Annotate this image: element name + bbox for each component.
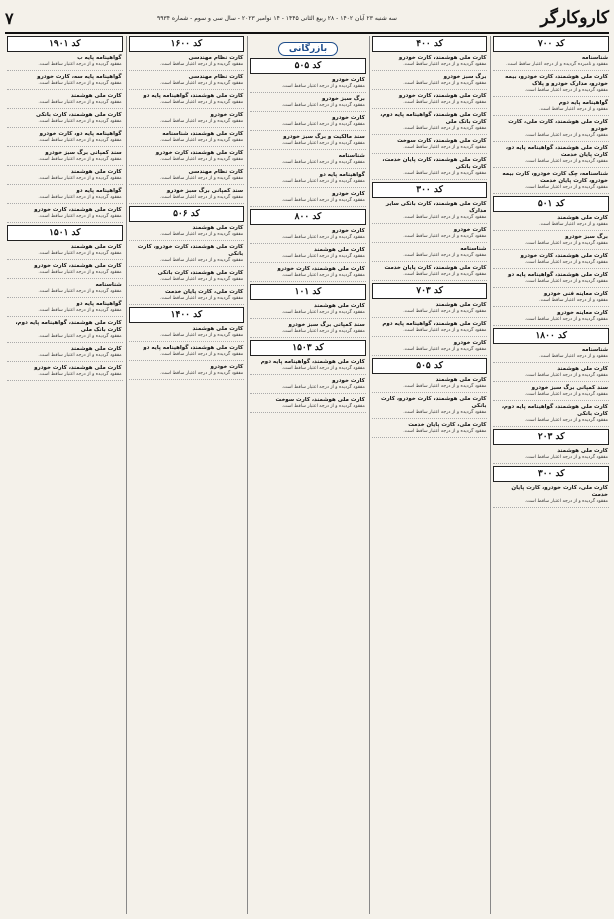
ad-body: مفقود گردیده و از درجه اعتبار ساقط است. — [160, 176, 244, 181]
column-4 — [126, 36, 245, 914]
ad-title: گواهینامه پایه دو — [319, 172, 365, 178]
classified-ad — [129, 73, 245, 90]
classified-ad — [129, 288, 245, 305]
ad-body: مفقود گردیده و از درجه اعتبار ساقط است. — [160, 81, 244, 86]
ad-body: مفقود و از درجه اعتبار ساقط است. — [539, 107, 608, 112]
ad-title: کارت نظام مهندسی — [188, 169, 244, 175]
ad-body: مفقود گردیده و از درجه اعتبار ساقط است. — [403, 62, 487, 67]
ad-title: کارت ملی هوشمند — [70, 346, 122, 352]
code-section-header: کد ۴۰۰ — [372, 36, 488, 52]
ad-title: کارت نظام مهندسی — [188, 55, 244, 61]
ad-title: کارت ملی هوشمند — [70, 93, 122, 99]
ad-body: مفقود گردیده و از درجه اعتبار ساقط است. — [38, 334, 122, 339]
ad-body: مفقود گردیده و از درجه اعتبار ساقط است. — [38, 251, 122, 256]
newspaper-logo: کاروکارگر — [540, 8, 609, 28]
classified-ad — [372, 137, 488, 154]
ad-body: مفقود گردیده و از درجه اعتبار ساقط است. — [160, 119, 244, 124]
ad-body: مفقود گردیده و از درجه اعتبار ساقط است. — [160, 62, 244, 67]
ad-title: کارت ملی هوشمند، گواهینامه پایه دوم — [260, 359, 365, 365]
ad-title: کارت ملی هوشمند، کارت خودرو، بیمه خودرو، مدارک خودرو و پلاک — [505, 74, 608, 87]
ad-body: مفقود گردیده و از درجه اعتبار ساقط است. — [524, 88, 608, 93]
code-section-header: کد ۱۴۰۰ — [129, 307, 245, 323]
ad-body: مفقود گردیده و از درجه اعتبار ساقط است. — [403, 347, 487, 352]
classified-ad — [372, 376, 488, 393]
classified-ad — [372, 200, 488, 224]
ad-title: کارت نظام مهندسی — [188, 74, 244, 80]
section-badge: بازرگانی — [278, 42, 338, 56]
classified-ad — [7, 130, 123, 147]
classified-ad — [129, 243, 245, 267]
ad-body: مفقود گردیده و از درجه اعتبار ساقط است. — [403, 384, 487, 389]
classified-ad — [372, 264, 488, 281]
code-section-header: کد ۱۰۱ — [250, 284, 366, 300]
ad-title: سند کمپانی برگ سبز خودرو — [288, 322, 365, 328]
classified-ad — [7, 92, 123, 109]
classified-ad — [372, 73, 488, 90]
ad-columns — [5, 36, 609, 914]
classified-ad — [493, 290, 609, 307]
ad-title: کارت ملی هوشمند، کارت خودرو — [277, 266, 365, 272]
ad-body: مفقود گردیده و از درجه اعتبار ساقط است. — [524, 499, 608, 504]
classified-ad — [129, 168, 245, 185]
ad-body: مفقود گردیده و از درجه اعتبار ساقط است. — [38, 372, 122, 377]
ad-title: کارت ملی هوشمند، کارت پایان خدمت — [384, 265, 487, 271]
ad-title: برگ سبز خودرو — [321, 96, 365, 102]
ad-title: سند مالکیت و برگ سبز خودرو — [283, 134, 365, 140]
ad-title: کارت ملی هوشمند — [435, 302, 487, 308]
ad-body: مفقود گردیده و از درجه اعتبار ساقط است. — [403, 253, 487, 258]
ad-title: کارت ملی هوشمند، کارت خودرو — [398, 93, 487, 99]
classified-ad — [129, 363, 245, 380]
code-section-header: کد ۱۶۰۰ — [129, 36, 245, 52]
classified-ad — [7, 168, 123, 185]
classified-ad — [250, 227, 366, 244]
ad-title: گواهینامه پایه دو، کارت خودرو — [39, 131, 122, 137]
ad-title: کارت ملی هوشمند، کارت ملی، کارت خودرو — [508, 119, 608, 132]
classified-ad — [7, 187, 123, 204]
ad-title: کارت ملی هوشمند — [435, 377, 487, 383]
ad-body: مفقود گردیده و از درجه اعتبار ساقط است. — [38, 157, 122, 162]
ad-body: مفقود گردیده و از درجه اعتبار ساقط است. — [403, 309, 487, 314]
ad-body: مفقود گردیده و از درجه اعتبار ساقط است. — [281, 310, 365, 315]
ad-title: گواهینامه پایه دو — [76, 301, 122, 307]
classified-ad — [7, 54, 123, 71]
classified-ad — [493, 271, 609, 288]
ad-title: شناسنامه — [581, 55, 608, 61]
ad-body: مفقود گردیده و از درجه اعتبار ساقط است. — [160, 333, 244, 338]
ad-title: سند کمپانی برگ سبز خودرو — [45, 150, 122, 156]
classified-ad — [7, 364, 123, 381]
ad-title: کارت خودرو — [332, 378, 365, 384]
ad-title: کارت ملی هوشمند، کارت خودرو — [34, 365, 122, 371]
ad-title: شناسنامه — [338, 153, 365, 159]
code-section-header: کد ۸۰۰ — [250, 209, 366, 225]
ad-body: مفقود گردیده و از درجه اعتبار ساقط است. — [524, 133, 608, 138]
ad-body: مفقود گردیده و از درجه اعتبار ساقط است. — [403, 328, 487, 333]
ad-title: کارت ملی هوشمند، کارت خودرو — [155, 150, 244, 156]
ad-body: مفقود گردیده و از درجه اعتبار ساقط است. — [160, 371, 244, 376]
ad-body: مفقود گردیده و از درجه اعتبار ساقط است. — [160, 157, 244, 162]
code-section-header: کد ۲۰۳ — [493, 429, 609, 445]
code-section-header: کد ۱۵۰۳ — [250, 340, 366, 356]
classified-ad — [372, 421, 488, 438]
column-1 — [490, 36, 609, 914]
classified-ad — [7, 319, 123, 343]
ad-title: کارت ملی هوشمند، کارت سوخت — [275, 397, 365, 403]
ad-title: کارت معاینه خودرو — [557, 310, 608, 316]
section-badge-wrap — [250, 36, 366, 56]
classified-ad — [372, 395, 488, 419]
classified-ad — [7, 281, 123, 298]
ad-body: مفقود گردیده و از درجه اعتبار ساقط است. — [281, 404, 365, 409]
ad-title: کارت ملی هوشمند، کارت پایان خدمت، کارت بانکی — [382, 157, 487, 170]
ad-title: کارت ملی هوشمند، کارت بانکی — [36, 112, 122, 118]
classified-ad — [250, 152, 366, 169]
ad-body: مفقود گردیده و از درجه اعتبار ساقط است. — [38, 81, 122, 86]
code-section-header: کد ۵۰۶ — [129, 206, 245, 222]
ad-body: مفقود گردیده و از درجه اعتبار ساقط است. — [160, 352, 244, 357]
classified-ad — [7, 149, 123, 166]
ad-title: کارت ملی هوشمند، کارت خودرو — [34, 207, 122, 213]
ad-title: کارت خودرو — [453, 340, 487, 346]
classified-ad — [493, 384, 609, 401]
ad-body: مفقود گردیده و از درجه اعتبار ساقط است. — [38, 289, 122, 294]
ad-body: مفقود گردیده و از درجه اعتبار ساقط است. — [403, 126, 487, 131]
ad-body: مفقود گردیده و از درجه اعتبار ساقط است. — [160, 277, 244, 282]
classified-ad — [7, 73, 123, 90]
ad-body: مفقود گردیده و از درجه اعتبار ساقط است. — [281, 198, 365, 203]
classified-ad — [493, 447, 609, 464]
classified-ad — [250, 190, 366, 207]
classified-ad — [7, 111, 123, 128]
ad-title: کارت خودرو — [453, 227, 487, 233]
ad-body: مفقود گردیده و از درجه اعتبار ساقط است. — [38, 214, 122, 219]
ad-title: کارت خودرو — [332, 228, 365, 234]
ad-body: مفقود گردیده و از درجه اعتبار ساقط است. — [160, 195, 244, 200]
ad-body: مفقود گردیده و از درجه اعتبار ساقط است. — [524, 418, 608, 423]
ad-title: شناسنامه — [95, 282, 122, 288]
ad-title: کارت ملی هوشمند، شناسنامه — [162, 131, 244, 137]
classified-ad — [250, 302, 366, 319]
classified-ad — [372, 156, 488, 180]
ad-title: کارت ملی هوشمند، گواهینامه پایه دوم، کارت بانک ملی — [15, 320, 122, 333]
classified-ad — [493, 144, 609, 168]
classified-ad — [250, 321, 366, 338]
ad-title: کارت ملی، کارت خودرو، کارت پایان خدمت — [511, 485, 608, 498]
ad-title: کارت ملی هوشمند — [314, 247, 365, 253]
classified-ad — [372, 111, 488, 135]
ad-title: کارت ملی هوشمند، گواهینامه پایه دوم، کارت بانک ملی — [380, 112, 487, 125]
ad-title: کارت ملی هوشمند، کارت خودرو، کارت بانکی — [137, 244, 244, 257]
ad-title: کارت ملی هوشمند — [557, 448, 608, 454]
code-section-header: کد ۳۰۰ — [372, 182, 488, 198]
classified-ad — [129, 130, 245, 147]
ad-title: برگ سبز خودرو — [565, 234, 608, 240]
ad-title: کارت خودرو — [210, 364, 244, 370]
ad-body: مفقود گردیده و از درجه اعتبار ساقط است. — [281, 141, 365, 146]
issue-date-line: سه شنبه ۲۳ آبان ۱۴۰۲ - ۲۸ ربیع الثانی ۱۴۴۵ - ۱۴ نوامبر ۲۰۲۳ - سال سی و سوم - شماره ۹۹۳۴ — [157, 14, 397, 22]
classified-ad — [250, 377, 366, 394]
ad-body: مفقود گردیده و از درجه اعتبار ساقط است. — [524, 392, 608, 397]
code-section-header: کد ۱۸۰۰ — [493, 328, 609, 344]
ad-body: مفقود گردیده و از درجه اعتبار ساقط است. — [524, 317, 608, 322]
ad-title: گواهینامه پایه سه، کارت خودرو — [37, 74, 122, 80]
ad-body: مفقود گردیده و از درجه اعتبار ساقط است. — [403, 100, 487, 105]
ad-body: مفقود و از درجه اعتبار ساقط است. — [539, 298, 608, 303]
classified-ad — [493, 309, 609, 326]
ad-body: مفقود گردیده و از درجه اعتبار ساقط است. — [38, 195, 122, 200]
classified-ad — [493, 170, 609, 194]
classified-ad — [129, 269, 245, 286]
classified-ad — [250, 246, 366, 263]
column-3 — [247, 36, 366, 914]
ad-body: مفقود گردیده و از درجه اعتبار ساقط است. — [160, 258, 244, 263]
ad-body: مفقود گردیده و از درجه اعتبار ساقط است. — [38, 100, 122, 105]
ad-title: کارت ملی، کارت پایان خدمت — [165, 289, 244, 295]
ad-title: کارت خودرو — [332, 77, 365, 83]
ad-body: مفقود گردیده و از درجه اعتبار ساقط است. — [403, 145, 487, 150]
ad-body: مفقود گردیده و از درجه اعتبار ساقط است. — [524, 241, 608, 246]
ad-body: مفقود گردیده و از درجه اعتبار ساقط است. — [524, 185, 608, 190]
classified-ad — [129, 111, 245, 128]
classified-ad — [372, 245, 488, 262]
ad-body: مفقود گردیده و از درجه اعتبار ساقط است. — [160, 232, 244, 237]
ad-body: مفقود گردیده و از درجه اعتبار ساقط است. — [403, 215, 487, 220]
classified-ad — [372, 226, 488, 243]
ad-title: کارت ملی هوشمند، گواهینامه پایه دو، کارت پایان خدمت — [505, 145, 608, 158]
ad-body: مفقود گردیده و از درجه اعتبار ساقط است. — [524, 373, 608, 378]
ad-title: برگ سبز خودرو — [443, 74, 487, 80]
ad-body: مفقود گردیده و از درجه اعتبار ساقط است. — [281, 385, 365, 390]
ad-title: کارت ملی هوشمند — [192, 326, 244, 332]
classified-ad — [493, 252, 609, 269]
classified-ad — [493, 214, 609, 231]
ad-title: کارت ملی هوشمند — [557, 215, 608, 221]
classified-ad — [493, 54, 609, 71]
classified-ad — [129, 325, 245, 342]
classified-ad — [129, 92, 245, 109]
ad-title: کارت ملی هوشمند — [192, 225, 244, 231]
ad-title: کارت ملی هوشمند، کارت سوخت — [397, 138, 487, 144]
code-section-header: کد ۱۵۰۱ — [7, 225, 123, 241]
ad-body: مفقود گردیده و از درجه اعتبار ساقط است. — [403, 410, 487, 415]
classified-ad — [250, 133, 366, 150]
ad-title: کارت ملی هوشمند، گواهینامه پایه دو — [143, 93, 244, 99]
ad-body: مفقود گردیده و از درجه اعتبار ساقط است. — [281, 103, 365, 108]
classified-ad — [7, 206, 123, 223]
classified-ad — [493, 484, 609, 508]
column-2 — [369, 36, 488, 914]
code-section-header: کد ۷۰۳ — [372, 283, 488, 299]
classified-ad — [493, 99, 609, 116]
classified-ad — [493, 346, 609, 363]
masthead — [5, 4, 609, 34]
classified-ad — [250, 358, 366, 375]
page-number: ۷ — [5, 8, 14, 28]
classified-ad — [129, 187, 245, 204]
classified-ad — [7, 300, 123, 317]
ad-body: مفقود گردیده و از درجه اعتبار ساقط است. — [281, 366, 365, 371]
ad-title: سند کمپانی برگ سبز خودرو — [531, 385, 608, 391]
ad-body: مفقود گردیده و از درجه اعتبار ساقط است. — [38, 308, 122, 313]
ad-title: کارت ملی هوشمند، کارت بانکی سایر مدارک — [385, 201, 487, 214]
classified-ad — [372, 54, 488, 71]
classified-ad — [250, 171, 366, 188]
ad-body: مفقود گردیده و از درجه اعتبار ساقط است. — [281, 122, 365, 127]
classified-ad — [372, 92, 488, 109]
ad-title: گواهینامه پایه ب — [77, 55, 122, 61]
code-section-header: کد ۵۰۵ — [250, 58, 366, 74]
ad-body: مفقود گردیده و از درجه اعتبار ساقط است. — [281, 329, 365, 334]
ad-body: مفقود گردیده و از درجه اعتبار ساقط است. — [38, 176, 122, 181]
classified-ad — [372, 320, 488, 337]
classified-ad — [250, 95, 366, 112]
ad-title: کارت ملی هوشمند، کارت خودرو، کارت بانکی — [380, 396, 487, 409]
ad-title: کارت ملی هوشمند — [70, 169, 122, 175]
classified-ad — [493, 403, 609, 427]
classified-ad — [7, 345, 123, 362]
classified-ad — [250, 76, 366, 93]
ad-title: کارت ملی هوشمند، کارت بانکی — [157, 270, 244, 276]
code-section-header: کد ۳۰۰ — [493, 466, 609, 482]
ad-title: کارت ملی هوشمند، کارت خودرو — [398, 55, 487, 61]
ad-title: کارت ملی هوشمند، گواهینامه پایه دو — [143, 345, 244, 351]
ad-body: مفقود گردیده و از درجه اعتبار ساقط است. — [38, 270, 122, 275]
ad-title: کارت ملی هوشمند، کارت خودرو — [34, 263, 122, 269]
classified-ad — [493, 73, 609, 97]
ad-title: شناسنامه، چک کارت خودرو، کارت بیمه خودرو، کارت پایان خدمت — [502, 171, 608, 184]
ad-body: مفقود گردیده و از درجه اعتبار ساقط است. — [281, 235, 365, 240]
code-section-header: کد ۷۰۰ — [493, 36, 609, 52]
classified-ad — [129, 149, 245, 166]
ad-body: مفقود گردیده و از درجه اعتبار ساقط است. — [524, 279, 608, 284]
ad-title: کارت معاینه فنی خودرو — [543, 291, 608, 297]
classified-ad — [129, 224, 245, 241]
ad-title: سند کمپانی برگ سبز خودرو — [166, 188, 244, 194]
code-section-header: کد ۱۹۰۱ — [7, 36, 123, 52]
ad-title: کارت ملی، کارت پایان خدمت — [408, 422, 487, 428]
ad-title: کارت ملی هوشمند، گواهینامه پایه دوم — [382, 321, 487, 327]
ad-title: کارت خودرو — [332, 191, 365, 197]
ad-body: مفقود گردیده و از درجه اعتبار ساقط است. — [281, 179, 365, 184]
ad-title: گواهینامه پایه دوم — [558, 100, 608, 106]
classified-ad — [250, 114, 366, 131]
ad-title: کارت خودرو — [210, 112, 244, 118]
ad-body: مفقود گردیده و از درجه اعتبار ساقط است. — [38, 138, 122, 143]
classified-ad — [493, 233, 609, 250]
ad-body: مفقود گردیده و از درجه اعتبار ساقط است. — [403, 234, 487, 239]
classified-ad — [493, 118, 609, 142]
ad-body: مفقود گردیده و از درجه اعتبار ساقط است. — [524, 455, 608, 460]
ad-title: کارت ملی هوشمند، کارت خودرو — [520, 253, 608, 259]
ad-body: مفقود و از درجه اعتبار ساقط است. — [539, 354, 608, 359]
classified-ad — [250, 265, 366, 282]
ad-title: کارت ملی هوشمند — [557, 366, 608, 372]
ad-body: مفقود گردیده و از درجه اعتبار ساقط است. — [403, 171, 487, 176]
ad-title: کارت ملی هوشمند، گواهینامه پایه دو — [507, 272, 608, 278]
ad-body: مفقود و نامبرده گردیده و از درجه اعتبار ساقط است. — [506, 62, 608, 67]
classified-ad — [372, 339, 488, 356]
ad-title: گواهینامه پایه دو — [76, 188, 122, 194]
ad-title: کارت ملی هوشمند، گواهینامه پایه دوم، کارت بانکی — [501, 404, 608, 417]
ad-title: شناسنامه — [460, 246, 487, 252]
classified-ad — [7, 243, 123, 260]
ad-body: مفقود گردیده و از درجه اعتبار ساقط است. — [160, 100, 244, 105]
code-section-header: کد ۵۰۵ — [372, 358, 488, 374]
ad-body: مفقود گردیده و از درجه اعتبار ساقط است. — [403, 272, 487, 277]
ad-body: مفقود گردیده و از درجه اعتبار ساقط است. — [281, 254, 365, 259]
ad-body: مفقود گردیده و از درجه اعتبار ساقط است. — [281, 84, 365, 89]
ad-body: مفقود گردیده و از درجه اعتبار ساقط است. — [38, 62, 122, 67]
ad-body: مفقود گردیده و از درجه اعتبار ساقط است. — [403, 429, 487, 434]
ad-body: مفقود گردیده و از درجه اعتبار ساقط است. — [38, 119, 122, 124]
ad-body: مفقود گردیده و از درجه اعتبار ساقط است. — [160, 138, 244, 143]
ad-body: مفقود گردیده و از درجه اعتبار ساقط است. — [281, 273, 365, 278]
code-section-header: کد ۵۰۱ — [493, 196, 609, 212]
classified-ad — [250, 396, 366, 413]
ad-title: کارت ملی هوشمند — [314, 303, 365, 309]
ad-title: کارت خودرو — [332, 115, 365, 121]
ad-title: کارت ملی هوشمند — [70, 244, 122, 250]
ad-body: مفقود و از درجه اعتبار ساقط است. — [539, 222, 608, 227]
classified-ad — [7, 262, 123, 279]
ad-body: مفقود گردیده و از درجه اعتبار ساقط است. — [524, 159, 608, 164]
ad-body: مفقود گردیده و از درجه اعتبار ساقط است. — [524, 260, 608, 265]
classified-ad — [129, 344, 245, 361]
ad-body: مفقود گردیده و از درجه اعتبار ساقط است. — [403, 81, 487, 86]
classified-ad — [129, 54, 245, 71]
ad-body: مفقود گردیده و از درجه اعتبار ساقط است. — [281, 160, 365, 165]
ad-body: مفقود گردیده و از درجه اعتبار ساقط است. — [38, 353, 122, 358]
ad-title: شناسنامه — [581, 347, 608, 353]
classified-ad — [372, 301, 488, 318]
ad-body: مفقود گردیده و از درجه اعتبار ساقط است. — [160, 296, 244, 301]
classified-ad — [493, 365, 609, 382]
column-5 — [5, 36, 123, 914]
